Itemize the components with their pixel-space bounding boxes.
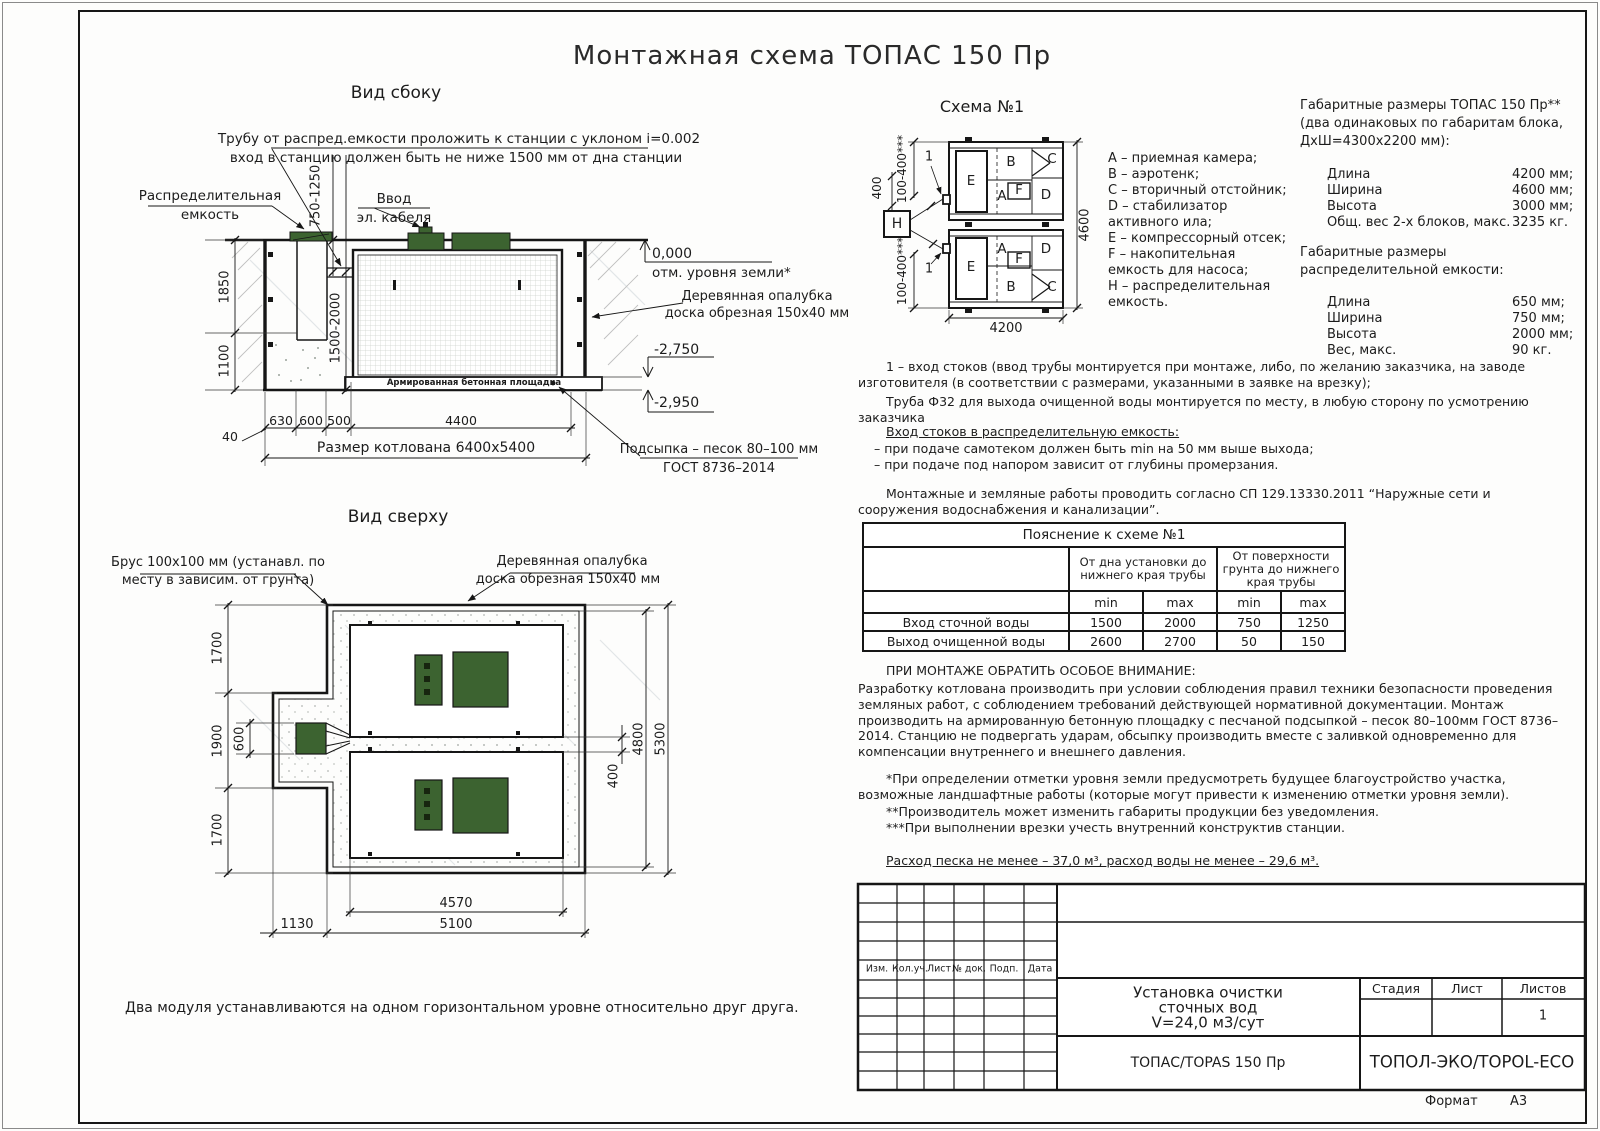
tv-formwork-label-1: Деревянная опалубка [496, 554, 648, 569]
beam-label-1: Брус 100х100 мм (устанавл. по [111, 555, 325, 570]
legend-item: А – приемная камера; [1108, 151, 1258, 166]
star-note-3: ***При выполнении врезки учесть внутренний конструктив станции. [886, 820, 1346, 835]
module-1-hatch-large [453, 652, 508, 707]
dim-row-label: Длина [1327, 167, 1371, 182]
legend-item: С – вторичный отстойник; [1108, 183, 1287, 198]
dim-row-value: 3235 кг. [1512, 215, 1569, 230]
dim-row-value: 4200 мм; [1512, 167, 1574, 182]
rev-header-ndok: № док. [951, 963, 987, 975]
doc-title-line2: сточных вод [1158, 998, 1258, 1017]
rev-header-data: Дата [1027, 963, 1053, 975]
letter-e-bottom: Е [966, 259, 976, 276]
table-cell: 150 [1301, 633, 1325, 649]
dim-4400: 4400 [445, 413, 477, 428]
tv-dim-5100: 5100 [439, 917, 473, 932]
module-2-hatch-large [453, 778, 508, 833]
dim-row-value: 650 мм; [1512, 295, 1565, 310]
sheets-value: 1 [1538, 1008, 1548, 1024]
sand-label-2: ГОСТ 8736–2014 [663, 461, 775, 476]
dim-row-label: Вес, макс. [1327, 343, 1397, 358]
sc-dim-4600: 4600 [1077, 208, 1093, 242]
table-corner-cell [864, 548, 1070, 590]
dim-row-label: Ширина [1327, 183, 1383, 198]
letter-c-bottom: С [1047, 279, 1057, 296]
table-cell: 1250 [1297, 614, 1329, 630]
table-cell: 50 [1218, 632, 1282, 650]
schema-legend [1108, 151, 1293, 311]
table-cell: 1500 [1070, 614, 1144, 630]
rev-header-koluch: Кол.уч. [892, 963, 928, 975]
table-row-label: Выход очищенной воды [864, 632, 1070, 650]
rev-header-podp: Подп. [989, 963, 1019, 975]
explanation-table [862, 522, 1346, 652]
note-sp-standard: Монтажные и земляные работы проводить согласно СП 129.13330.2011 “Наружные сети и сооружения водоснабжения и канализации”. [858, 486, 1491, 517]
station-cap-1 [408, 233, 444, 250]
dim-600: 600 [299, 413, 323, 428]
inlet-li1: – при подаче самотеком должен быть min на 50 мм выше выхода; [874, 441, 1314, 456]
station-cap-2 [452, 233, 510, 250]
table-cell: 750 [1218, 614, 1282, 630]
top-view-title: Вид сверху [347, 507, 449, 527]
dim-1850: 1850 [217, 270, 233, 304]
tv-dim-1700-top: 1700 [210, 631, 226, 665]
tv-dim-1700-bottom: 1700 [210, 813, 226, 847]
table-sub-header: min [1070, 592, 1144, 612]
dim-row-value: 4600 мм; [1512, 183, 1574, 198]
table-group-2: От поверхности грунта до нижнего края трубы [1222, 548, 1340, 589]
modules-note: Два модуля устанавливаются на одном горизонтальном уровне относительно друг друга. [125, 1000, 799, 1016]
sheets-label: Листов [1519, 980, 1567, 996]
dim-row-value: 3000 мм; [1512, 199, 1574, 214]
sc-dim-100-400-bottom: 100-400*** [895, 236, 910, 306]
table-cell: 2600 [1070, 632, 1144, 650]
dim-row-label: Ширина [1327, 311, 1383, 326]
legend-item: Е – компрессорный отсек; [1108, 231, 1287, 246]
legend-item: Н – распределительная емкость. [1108, 279, 1271, 310]
sheet-title: Монтажная схема ТОПАС 150 Пр [572, 41, 1052, 71]
table-cell: 2000 [1144, 614, 1218, 630]
sc-dim-100-400-top: 100-400*** [895, 134, 910, 204]
table-sub-header: max [1299, 594, 1327, 610]
overall-dims-title-1: Габаритные размеры ТОПАС 150 Пр** [1300, 98, 1561, 113]
table-row-label: Вход сточной воды [864, 614, 1070, 630]
cable-label-1: Ввод [376, 191, 412, 207]
dim-1100: 1100 [217, 344, 233, 378]
pit-size-label: Размер котлована 6400х5400 [316, 440, 536, 456]
sv-formwork-label-2: доска обрезная 150х40 мм [664, 306, 850, 321]
legend-item: F – накопительная емкость для насоса; [1108, 247, 1249, 278]
dim-row-label: Высота [1327, 327, 1377, 342]
tv-dim-600: 600 [232, 726, 248, 752]
letter-b-bottom: В [1006, 279, 1016, 296]
dim-630: 630 [269, 413, 293, 428]
table-group-1: От дна установки до нижнего края трубы [1070, 548, 1218, 590]
pipe-note-line2: вход в станцию должен быть не ниже 1500 мм от дна станции [229, 150, 683, 166]
tv-dim-4570: 4570 [439, 896, 473, 911]
pipe-note-line1: Трубу от распред.емкости проложить к станции с уклоном i=0.002 [217, 131, 701, 147]
star-note-1: *При определении отметки уровня земли предусмотреть будущее благоустройство участка, возможные ландшафтные работы (которые могут привести к изменению отметки уровня земли). [858, 771, 1510, 802]
beam-label-2: месту в зависим. от грунта) [121, 573, 315, 588]
sheet-label: Лист [1451, 980, 1483, 996]
attention-body: Разработку котлована производить при условии соблюдения правил техники безопасности проведения земляных работ, с соблюдением требований действующей нормативной документации. Монтаж производить на армированную бетонную площадку с песчаной подсыпкой – песок 80–100мм ГОСТ 8736–2014. Станцию не подвергать ударам, обсыпку производить вместе с заливкой одновременно для компенсации внутреннего и внешнего давления. [858, 681, 1559, 760]
legend-item: В – аэротенк; [1108, 167, 1200, 182]
side-view-title: Вид сбоку [350, 83, 442, 103]
letter-c-top: С [1047, 151, 1057, 168]
table-row [864, 614, 1344, 632]
dist-tank-label-2: емкость [180, 207, 240, 223]
elev-zero: 0,000 [652, 246, 693, 262]
letter-f-bottom: F [1015, 251, 1023, 268]
tv-formwork-label-2: доска обрезная 150х40 мм [475, 572, 661, 587]
sc-dim-4200: 4200 [989, 321, 1023, 336]
consumption-note: Расход песка не менее – 37,0 м³, расход воды не менее – 29,6 м³. [886, 853, 1320, 868]
note-inlet-pipe: 1 – вход стоков (ввод трубы монтируется при монтаже, либо, по желанию заказчика, на заводе изготовителя (в соответствии с размерами, указанными в заявке на врезку); [858, 359, 1526, 390]
table-empty-cell [864, 592, 1070, 612]
sc-dim-400: 400 [870, 176, 885, 200]
dim-row-value: 90 кг. [1512, 343, 1552, 358]
schema-title: Схема №1 [939, 97, 1025, 116]
table-sub-header: min [1218, 592, 1282, 612]
overall-dims-title-2: (два одинаковых по габаритам блока, [1300, 116, 1564, 131]
tv-dim-5300: 5300 [653, 722, 669, 756]
rev-header-izm: Изм. [865, 963, 889, 975]
format-label: Формат [1425, 1094, 1478, 1109]
dist-tank-top [296, 723, 326, 754]
dim-row-label: Длина [1327, 295, 1371, 310]
inlet-heading: Вход стоков в распределительную емкость: [886, 424, 1180, 439]
dim-row-value: 750 мм; [1512, 311, 1565, 326]
letter-d-top: D [1040, 187, 1052, 204]
legend-item: D – стабилизатор активного ила; [1108, 199, 1228, 230]
letter-a-top: А [997, 188, 1007, 205]
inlet-li2: – при подаче под напором зависит от глубины промерзания. [874, 457, 1279, 472]
sv-formwork-label-1: Деревянная опалубка [681, 289, 833, 304]
doc-title-line1: Установка очистки [1133, 983, 1283, 1002]
dim-500: 500 [327, 413, 351, 428]
h-tank-letter: Н [891, 215, 903, 232]
dim-row-value: 2000 мм; [1512, 327, 1574, 342]
product-name: ТОПАС/TOPAS 150 Пр [1130, 1054, 1286, 1071]
slab-label: Армированная бетонная площадка [386, 378, 562, 388]
tank-dims-title-1: Габаритные размеры [1300, 245, 1447, 260]
elev-2750: -2,750 [654, 342, 700, 358]
inlet-mark-top: 1 [924, 149, 934, 165]
dim-row-label: Общ. вес 2-х блоков, макс. [1327, 215, 1511, 230]
tv-dim-400: 400 [606, 763, 622, 789]
doc-title-line3: V=24,0 м3/сут [1151, 1013, 1265, 1032]
format-value: А3 [1510, 1094, 1528, 1109]
sand-label-1: Подсыпка – песок 80–100 мм [619, 442, 819, 457]
inlet-mark-bottom: 1 [924, 261, 934, 277]
letter-d-bottom: D [1040, 241, 1052, 258]
tv-dim-4800: 4800 [631, 722, 647, 756]
stage-label: Стадия [1372, 980, 1420, 996]
overall-dims-title-3: ДхШ=4300х2200 мм): [1300, 134, 1450, 149]
rev-header-list: Лист [926, 963, 952, 975]
tv-dim-1900: 1900 [210, 724, 226, 758]
elev-zero-note: отм. уровня земли* [652, 265, 791, 281]
note-outlet-pipe: Труба Ф32 для выхода очищенной воды монтируется по месту, в любую сторону по усмотрению заказчика [858, 394, 1529, 425]
dim-40: 40 [222, 429, 238, 444]
star-note-2: **Производитель может изменить габариты продукции без уведомления. [886, 804, 1379, 819]
tank-dims-title-2: распределительной емкости: [1300, 263, 1504, 278]
table-sub-header: max [1144, 592, 1218, 612]
dist-tank-label-1: Распределительная [138, 188, 282, 204]
letter-f-top: F [1015, 182, 1023, 199]
letter-b-top: В [1006, 154, 1016, 171]
attention-title: ПРИ МОНТАЖЕ ОБРАТИТЬ ОСОБОЕ ВНИМАНИЕ: [886, 663, 1196, 678]
dim-750-1250: 750-1250 [308, 164, 324, 228]
table-row [864, 632, 1344, 650]
tv-dim-1130: 1130 [280, 917, 314, 932]
cable-label-2: эл. кабеля [356, 210, 432, 226]
table-cell: 2700 [1144, 632, 1218, 650]
company-name: ТОПОЛ-ЭКО/TOPOL-ECO [1369, 1052, 1575, 1072]
dim-1500-2000: 1500-2000 [328, 292, 344, 364]
letter-a-bottom: А [997, 241, 1007, 258]
elev-2950: -2,950 [654, 395, 700, 411]
letter-e-top: Е [966, 173, 976, 190]
dim-row-label: Высота [1327, 199, 1377, 214]
table-caption: Пояснение к схеме №1 [864, 524, 1344, 548]
